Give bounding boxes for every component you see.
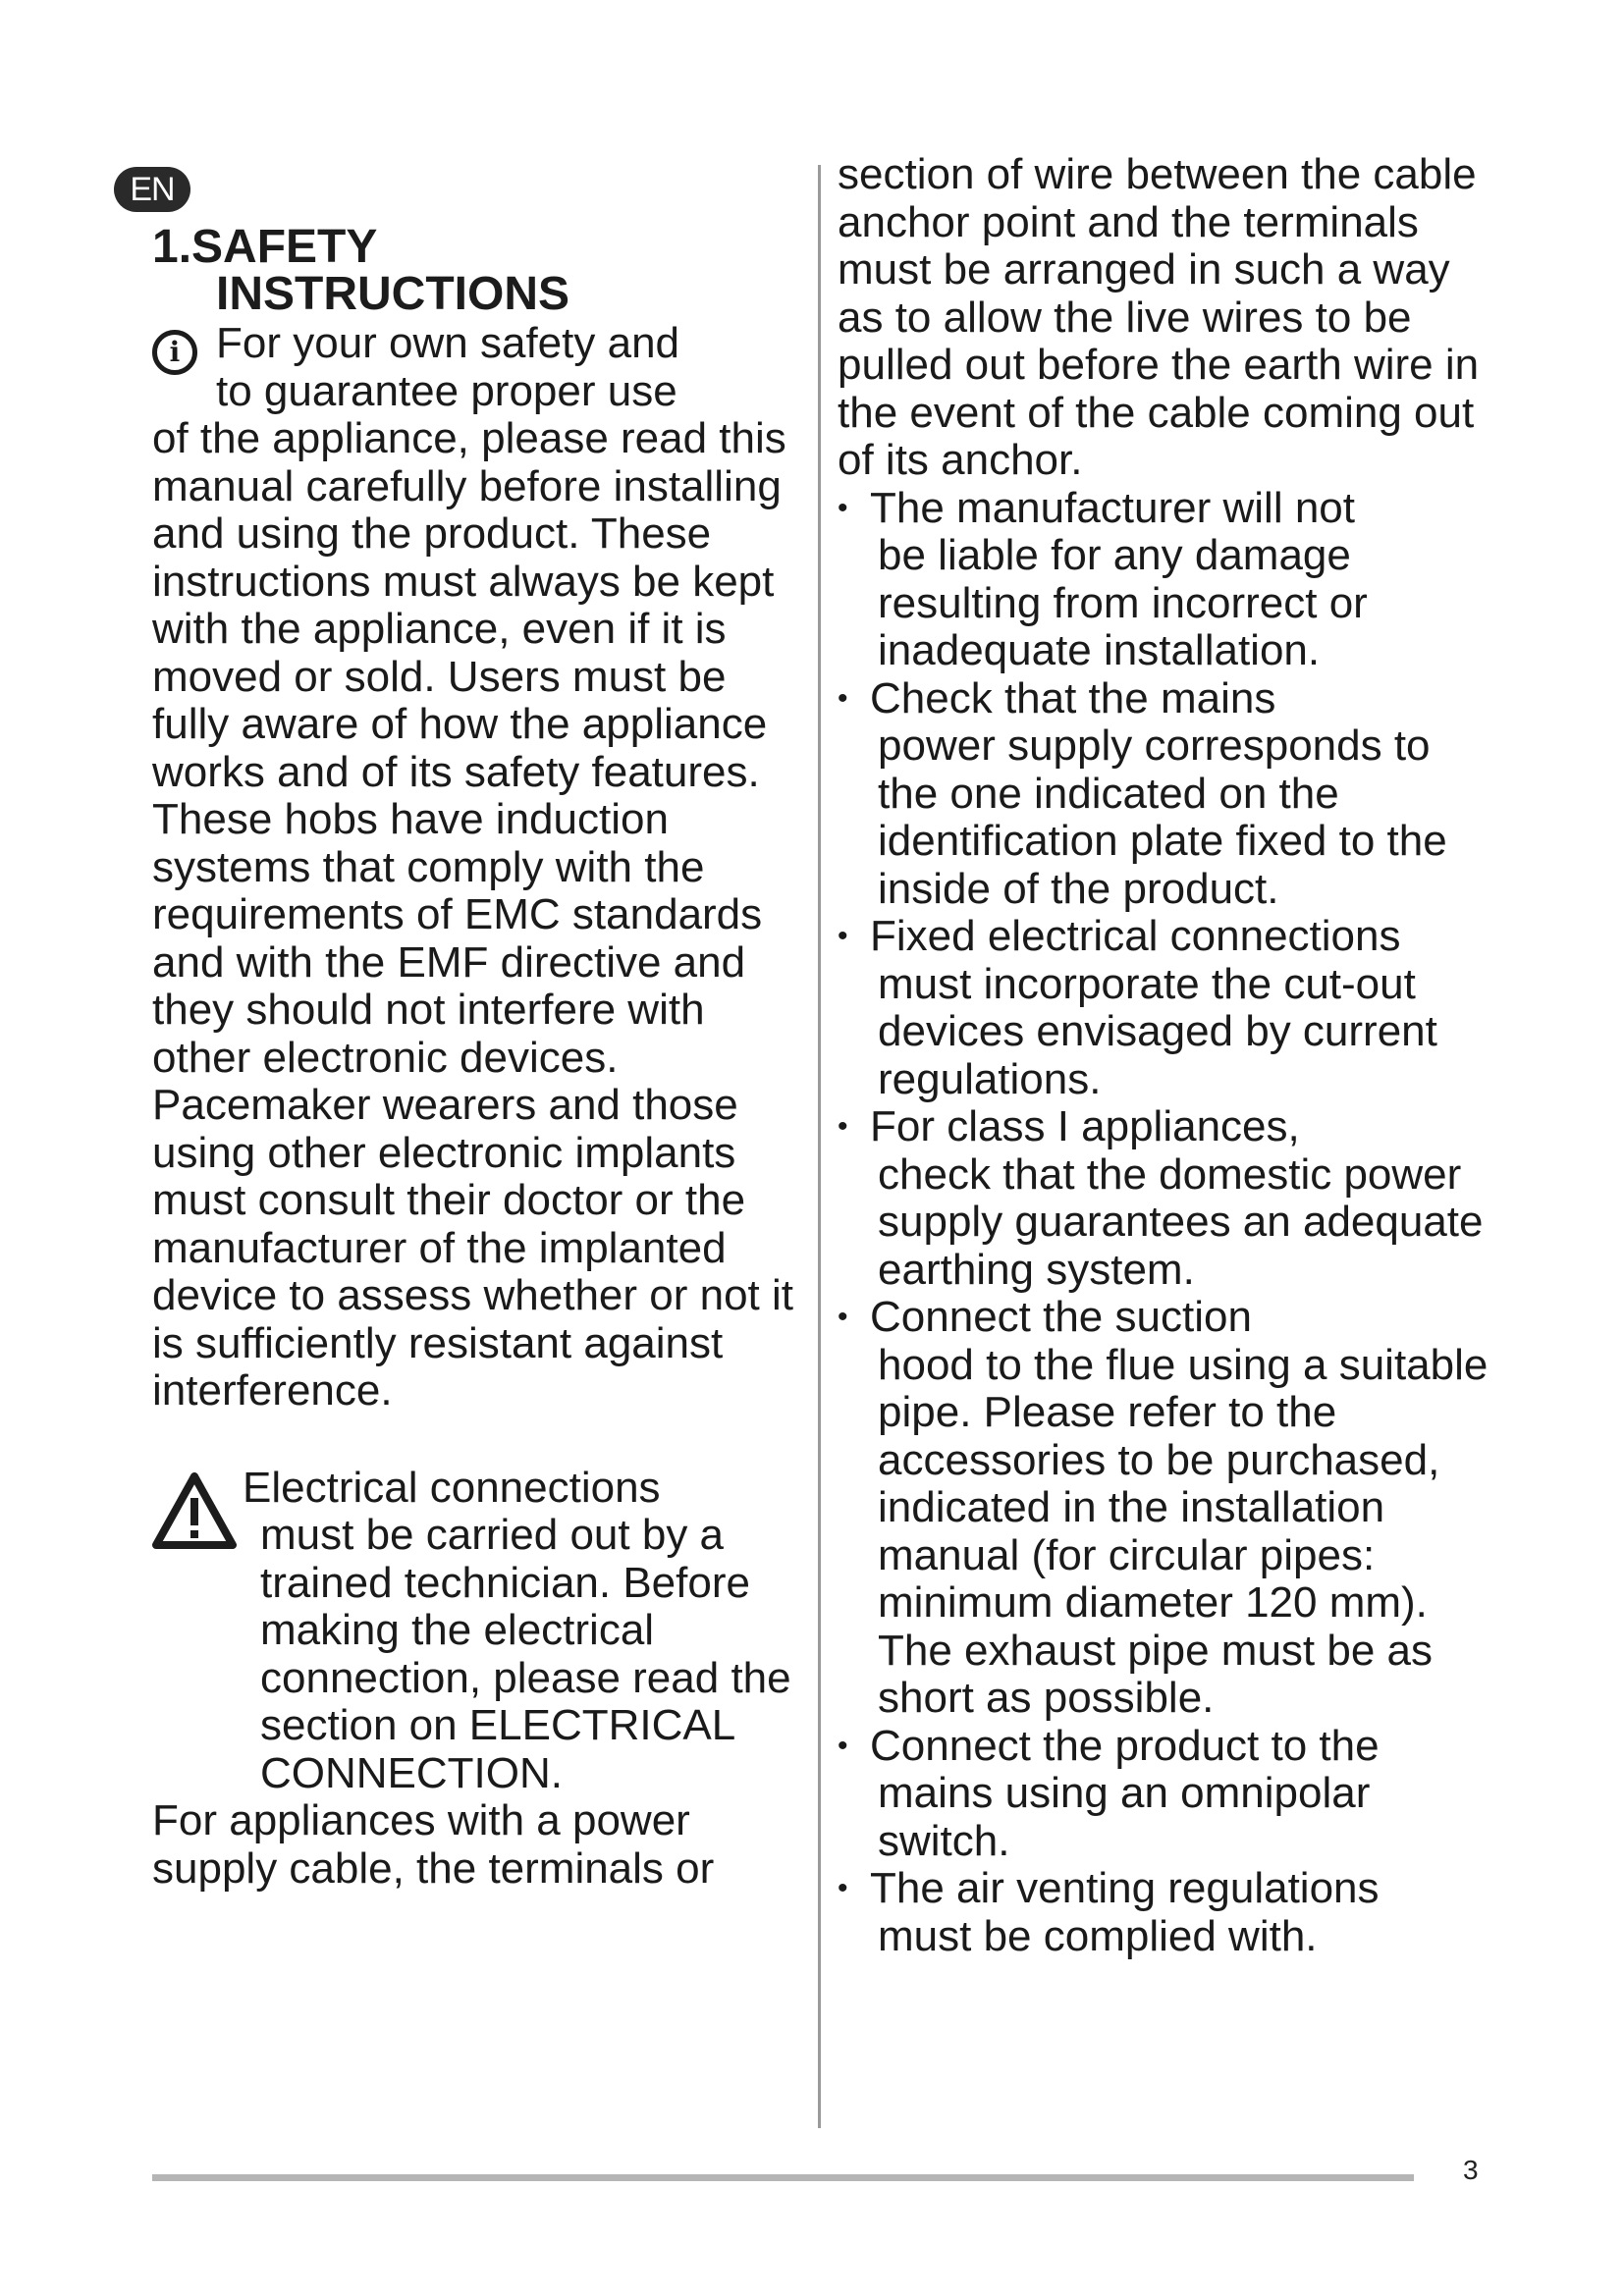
bullet-icon: • <box>838 681 848 715</box>
bullet-icon: • <box>838 920 848 952</box>
bullet-rest: mains using an omnipolar switch. <box>878 1769 1371 1865</box>
list-item <box>838 485 1490 675</box>
hobs-paragraph: These hobs have induction systems that comply with the requirements of EMC standards and with the EMF directive and they should not interfere with other electronic devices. Pacemaker wearers and those using other electronic implants must consult their doctor or the manufacturer of the implanted device to assess whether or not it is sufficiently resistant against interference. <box>152 795 793 1415</box>
intro-first-line: For your own safety and <box>216 319 680 367</box>
right-column <box>838 151 1490 1960</box>
bullet-icon: • <box>838 1110 848 1143</box>
electrical-warning <box>152 1465 805 1798</box>
bullet-first-line: The air venting regulations <box>870 1864 1380 1912</box>
language-badge: EN <box>114 167 190 212</box>
column-divider <box>818 165 821 2128</box>
bullet-rest: must incorporate the cut-out devices envisaged by current regulations. <box>878 959 1437 1103</box>
bullet-first-line: The manufacturer will not <box>870 483 1355 532</box>
page-number: 3 <box>1463 2155 1479 2185</box>
power-cable-paragraph: For appliances with a power supply cable, the terminals or <box>152 1796 715 1893</box>
footer-rule <box>152 2174 1414 2181</box>
bullet-rest: power supply corresponds to the one indicated on the identification plate fixed to the inside of the product. <box>878 721 1447 913</box>
bullet-rest: hood to the flue using a suitable pipe. Please refer to the accessories to be purchased, indicated in the installation manual (for circular pipes: minimum diameter 120 mm). The exhaust pipe must be as short as possible. <box>878 1340 1489 1722</box>
list-item <box>838 1723 1490 1866</box>
bullet-icon: • <box>838 1872 848 1904</box>
intro-rest: of the appliance, please read this manual carefully before installing and using the product. These instructions must always be kept with the appliance, even if it is moved or sold. Users must be fully aware of how the appliance works and of its safety features. <box>152 414 786 796</box>
bullet-icon: • <box>838 1729 848 1762</box>
warning-triangle-icon <box>152 1472 237 1549</box>
left-column <box>152 221 805 1893</box>
safety-bullet-list <box>838 485 1490 1961</box>
right-column-continuation: section of wire between the cable anchor point and the terminals must be arranged in such a way as to allow the live wires to be pulled out before the earth wire in the event of the cable coming out of its anchor. <box>838 150 1480 484</box>
warning-first-line: Electrical connections <box>243 1463 661 1512</box>
bullet-icon: • <box>838 1301 848 1333</box>
bullet-rest: be liable for any damage resulting from incorrect or inadequate installation. <box>878 531 1368 674</box>
list-item <box>838 675 1490 914</box>
warning-rest: must be carried out by a trained technician. Before making the electrical connection, please read the section on ELECTRICAL CONNECTION. <box>260 1511 791 1797</box>
section-heading <box>152 221 805 320</box>
intro-paragraph <box>152 320 805 796</box>
bullet-first-line: Fixed electrical connections <box>870 912 1401 960</box>
bullet-first-line: Check that the mains <box>870 673 1276 722</box>
bullet-first-line: Connect the suction <box>870 1293 1252 1341</box>
list-item <box>838 1865 1490 1960</box>
heading-line-2: INSTRUCTIONS <box>216 268 569 320</box>
heading-line-1: 1.SAFETY <box>152 221 378 273</box>
list-item <box>838 1294 1490 1723</box>
bullet-rest: must be complied with. <box>878 1911 1318 1960</box>
list-item <box>838 913 1490 1103</box>
bullet-rest: check that the domestic power supply guarantees an adequate earthing system. <box>878 1149 1484 1294</box>
info-icon: i <box>152 330 197 375</box>
bullet-first-line: For class I appliances, <box>870 1102 1300 1150</box>
bullet-first-line: Connect the product to the <box>870 1721 1380 1770</box>
list-item <box>838 1103 1490 1294</box>
intro-second-line: to guarantee proper use <box>216 366 677 415</box>
bullet-icon: • <box>838 491 848 524</box>
